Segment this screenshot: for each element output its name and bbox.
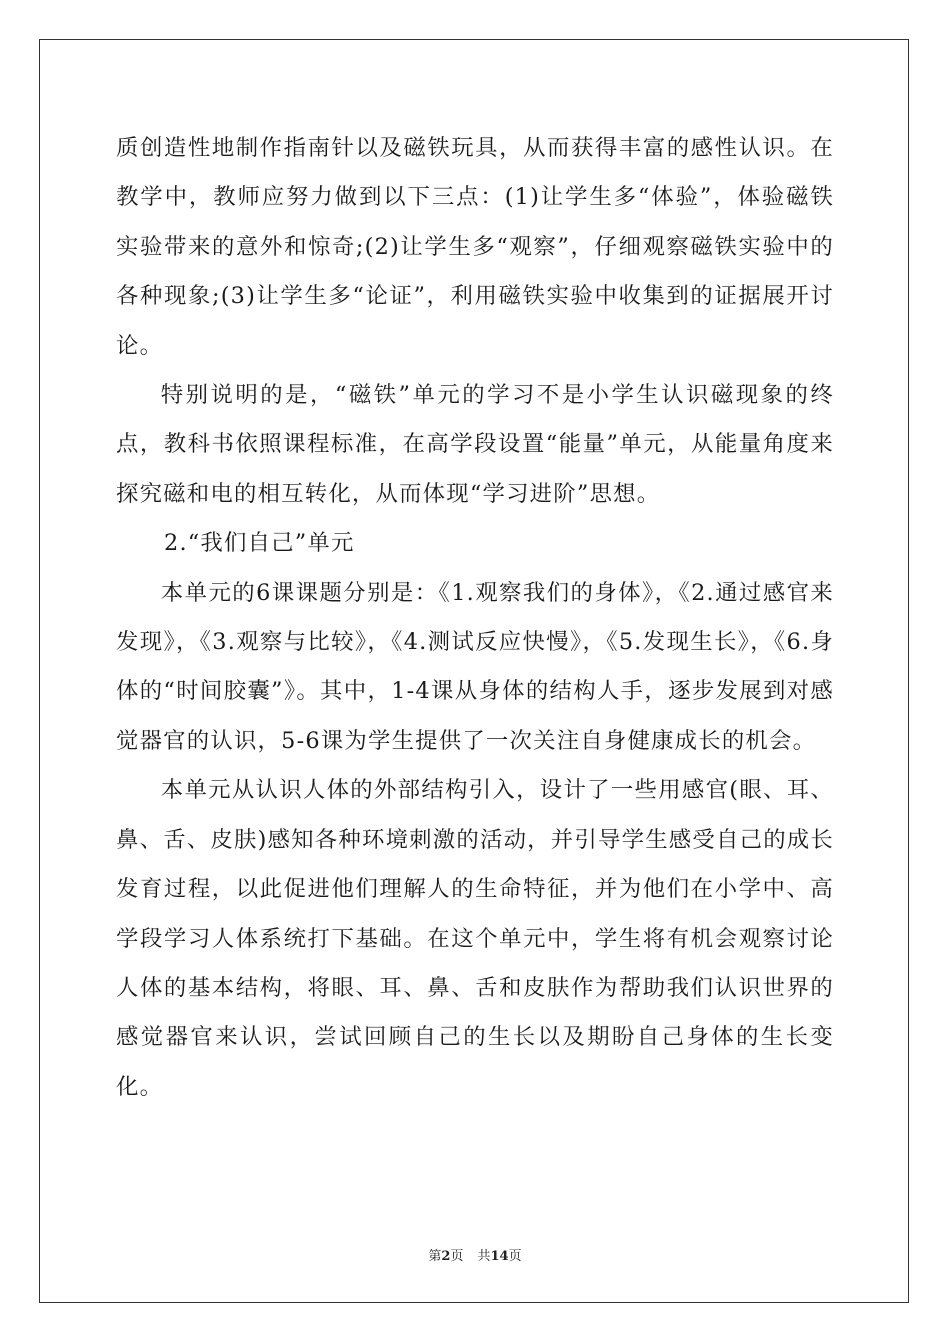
footer-page-suffix: 页 bbox=[450, 1249, 464, 1264]
section-heading: 2.“我们自己”单元 bbox=[164, 530, 355, 557]
paragraph-lesson-list: 本单元的6课课题分别是：《1.观察我们的身体》，《2.通过感官来发现》，《3.观察与比较》，《4.测试反应快慢》，《5.发现生长》，《6.身体的“时间胶囊”》。其中，1-4课从身体的结构人手，逐步发展到对感觉器官的认识，5-6课为学生提供了一次关注自身健康成长的机会。 bbox=[116, 579, 834, 754]
paragraph-special-note: 特别说明的是，“磁铁”单元的学习不是小学生认识磁现象的终点，教科书依照课程标准，在高学段设置“能量”单元，从能量角度来探究磁和电的相互转化，从而体现“学习进阶”思想。 bbox=[116, 382, 834, 507]
paragraph-continuation: 质创造性地制作指南针以及磁铁玩具，从而获得丰富的感性认识。在教学中，教师应努力做到以下三点：(1)让学生多“体验”，体验磁铁实验带来的意外和惊奇;(2)让学生多“观察”，仔细观察磁铁实验中的各种现象;(3)让学生多“论证”，利用磁铁实验中收集到的证据展开讨论。 bbox=[116, 135, 834, 359]
footer-page-number: 2 bbox=[441, 1249, 451, 1264]
footer-total-prefix: 共 bbox=[477, 1249, 491, 1264]
footer-total-pages: 14 bbox=[490, 1249, 509, 1264]
footer-total-suffix: 页 bbox=[508, 1249, 522, 1264]
footer-page-prefix: 第 bbox=[428, 1249, 442, 1264]
page-footer bbox=[0, 1248, 950, 1266]
document-body bbox=[116, 124, 834, 1112]
paragraph-unit-overview: 本单元从认识人体的外部结构引入，设计了一些用感官(眼、耳、鼻、舌、皮肤)感知各种环境刺激的活动，并引导学生感受自己的成长发育过程，以此促进他们理解人的生命特征，并为他们在小学中、高学段学习人体系统打下基础。在这个单元中，学生将有机会观察讨论人体的基本结构，将眼、耳、鼻、舌和皮肤作为帮助我们认识世界的感觉器官来认识，尝试回顾自己的生长以及期盼自己身体的生长变化。 bbox=[116, 777, 834, 1100]
